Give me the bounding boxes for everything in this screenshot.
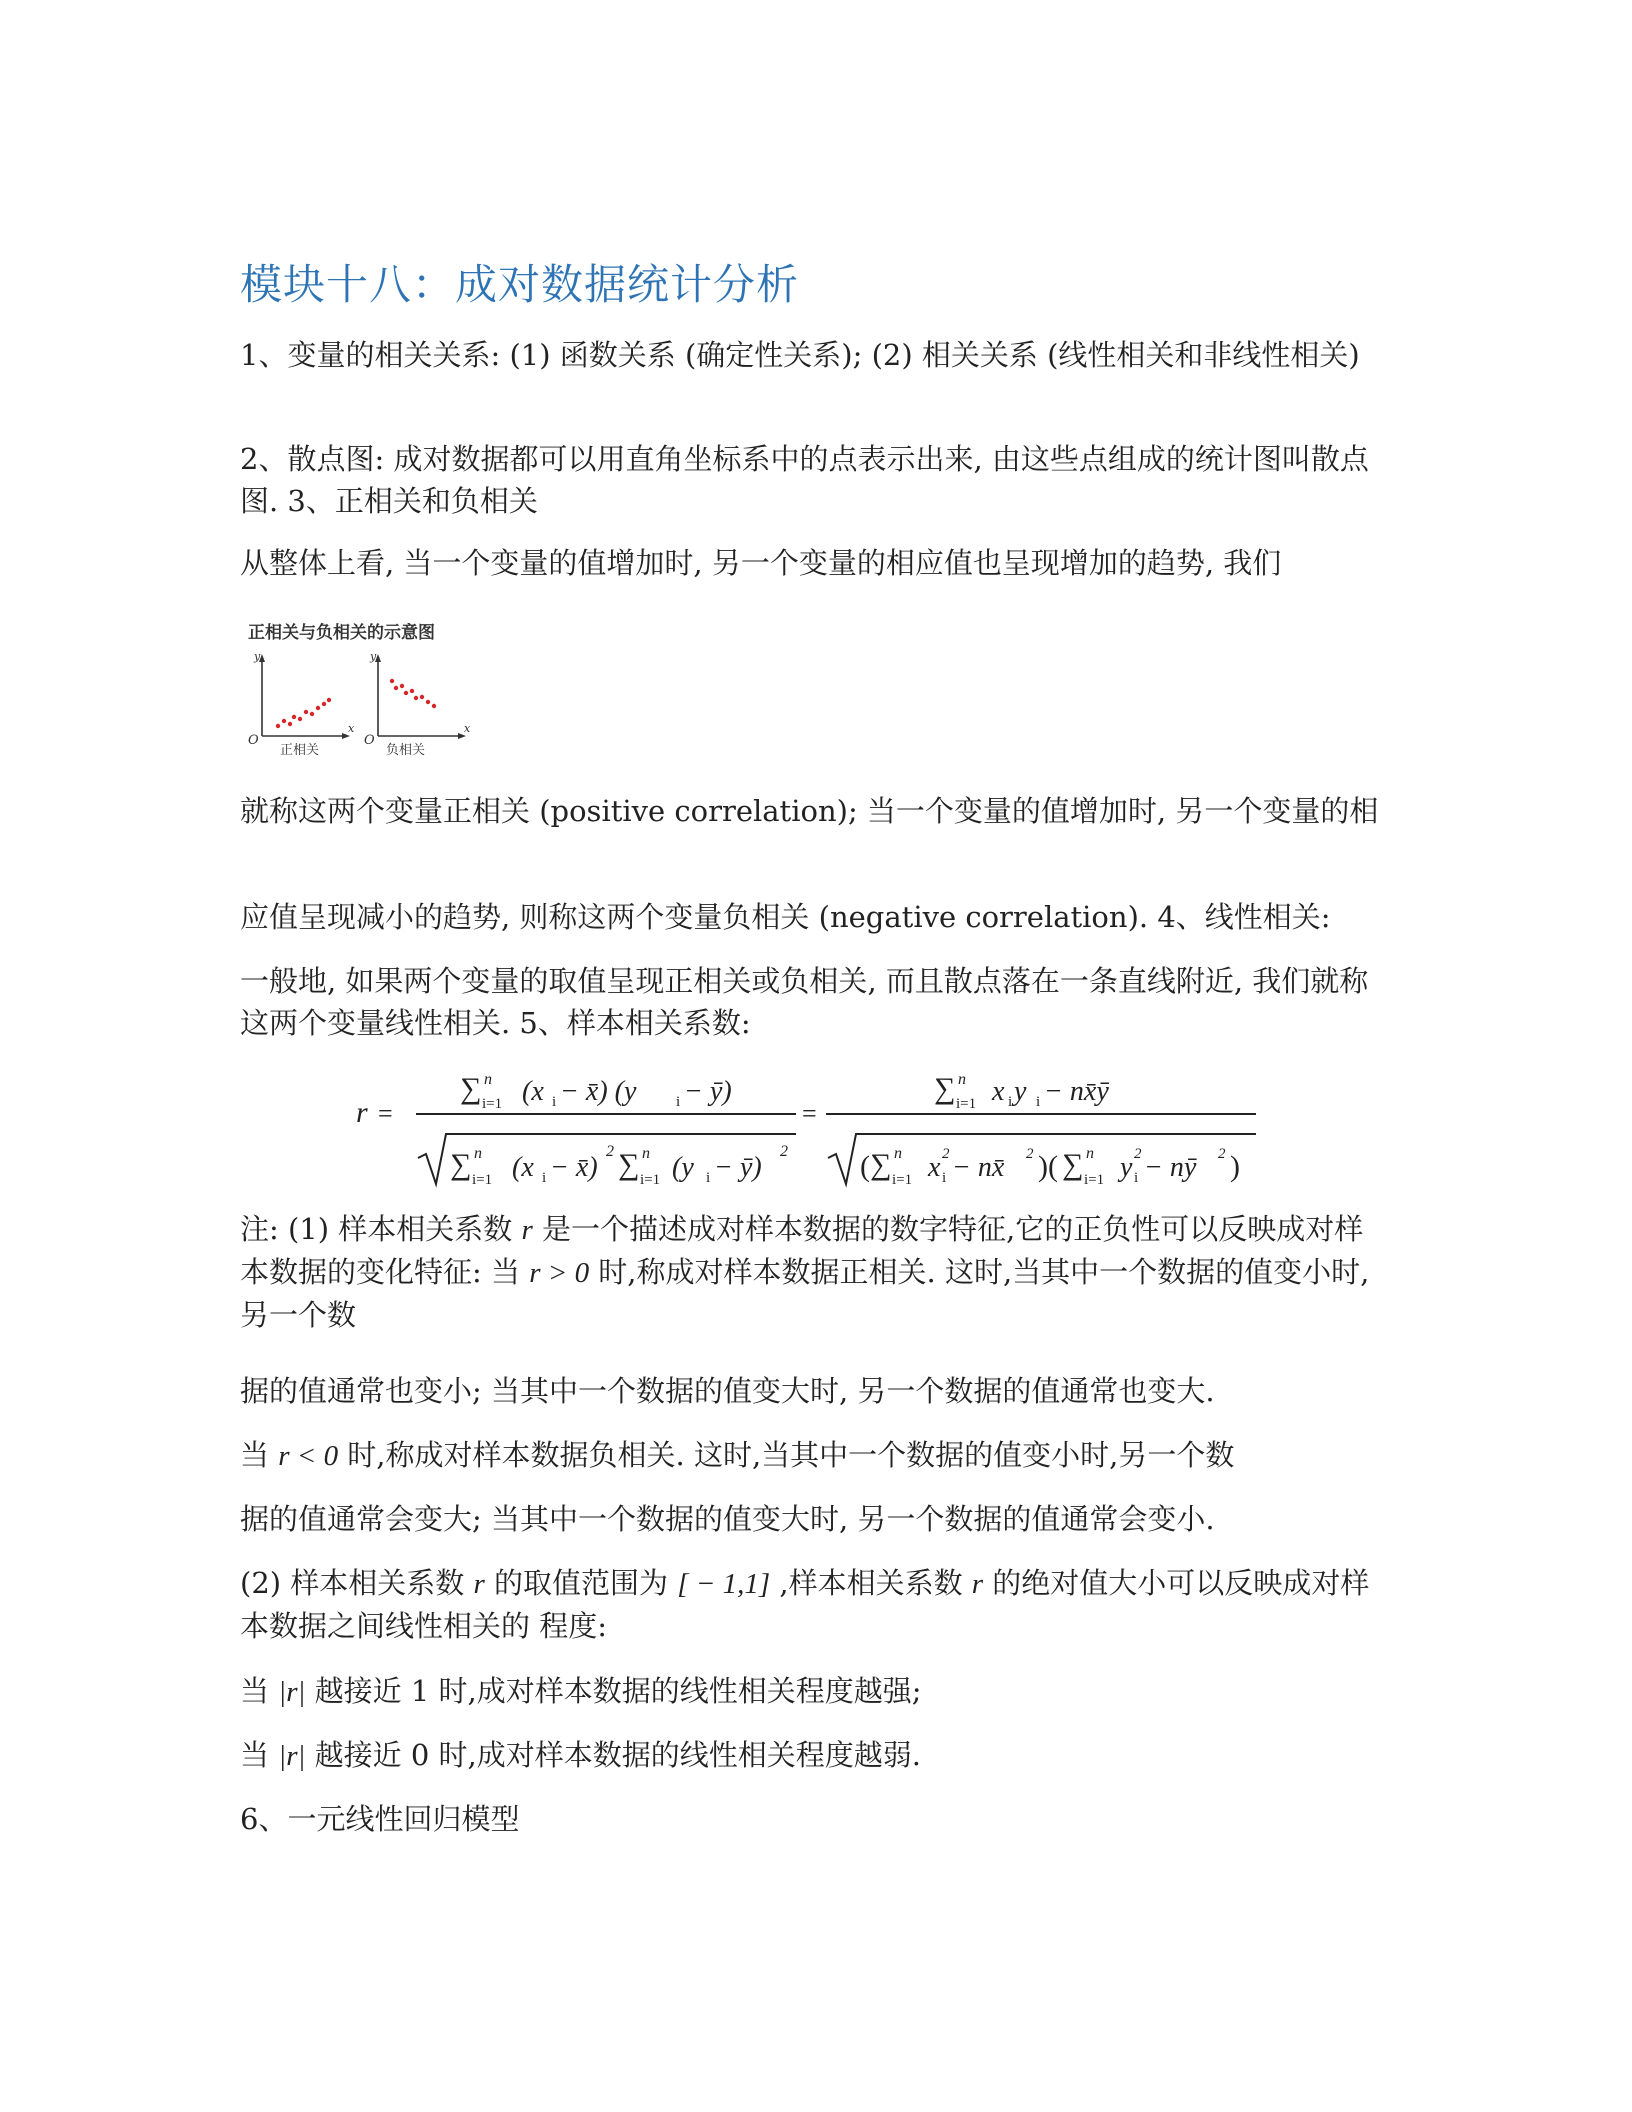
den2-sum-2: ∑	[1062, 1148, 1084, 1181]
note-3-text-b: 时,称成对样本数据负相关. 这时,当其中一个数据的值变小时,另一个数	[338, 1438, 1235, 1472]
neg-dot	[420, 695, 424, 699]
den2-c: y	[1120, 1152, 1133, 1183]
section-6-heading: 6、一元线性回归模型	[240, 1802, 520, 1836]
note-6-text-b: 越接近 1 时,成对样本数据的线性相关程度越强;	[305, 1674, 922, 1708]
pos-dot	[276, 724, 280, 728]
note-7-abs: |r|	[278, 1740, 306, 1772]
neg-dot	[394, 686, 398, 690]
positive-dots	[276, 698, 331, 728]
den2-sub-y: i	[1134, 1170, 1139, 1186]
num2-sub-x: i	[1008, 1094, 1013, 1110]
neg-dot	[404, 691, 408, 695]
den2-sq-y: 2	[1134, 1146, 1142, 1162]
num1-sum: ∑	[460, 1072, 482, 1105]
den1-sq-1: 2	[606, 1143, 614, 1160]
formula-eq-2: =	[802, 1099, 817, 1128]
num2-c: − nx̄ȳ	[1044, 1076, 1109, 1107]
den2-sq-xbar: 2	[1026, 1146, 1034, 1162]
den1-sum-2: ∑	[618, 1148, 640, 1181]
note-5-text-b: 的取值范围为	[484, 1566, 678, 1600]
neg-dot	[426, 700, 430, 704]
den1-a: (x	[512, 1152, 534, 1183]
neg-dot	[410, 689, 414, 693]
right-y-label: y	[370, 650, 377, 663]
note-5-text-c: ,样本相关系数	[770, 1566, 972, 1600]
den2-upper-2: n	[1086, 1145, 1094, 1162]
note-1-text-c: 时,称成对样本数据正相关. 这时,当其中一个数据的值变小时,另一个数	[240, 1255, 1370, 1332]
den1-b: − x̄)	[550, 1152, 598, 1183]
paragraph-4: 就称这两个变量正相关 (positive correlation); 当一个变量的值增加时, 另一个变量的相	[240, 794, 1379, 828]
den2-b: − nx̄	[952, 1152, 1005, 1183]
den2-open: (	[860, 1150, 870, 1183]
formula-svg	[356, 1070, 1276, 1190]
note-7	[240, 1734, 1380, 1777]
den1-sub-y: i	[706, 1170, 711, 1186]
note-3-cond: r < 0	[278, 1440, 339, 1472]
left-caption: 正相关	[280, 743, 320, 758]
note-5-r2: r	[971, 1568, 984, 1600]
note-1-text-b: 是一个描述成对样本数据的数字特征,它的正负性可以反映成对样本数据的变化特征: 当	[240, 1212, 1364, 1289]
den2-lower-2: i=1	[1084, 1172, 1105, 1188]
paragraph-6: 一般地, 如果两个变量的取值呈现正相关或负相关, 而且散点落在一条直线附近, 我们就称这两个变量线性相关. 5、样本相关系数:	[240, 964, 1369, 1040]
den2-close: )(	[1038, 1150, 1058, 1183]
paragraph-3: 从整体上看, 当一个变量的值增加时, 另一个变量的相应值也呈现增加的趋势, 我们	[240, 546, 1282, 580]
neg-dot	[432, 704, 436, 708]
note-5-text-a: (2) 样本相关系数	[240, 1566, 474, 1600]
den1-sub-x: i	[542, 1170, 547, 1186]
note-6	[240, 1670, 1380, 1713]
note-1-text-a: 注: (1) 样本相关系数	[240, 1212, 522, 1246]
note-1-cond: r > 0	[529, 1257, 590, 1289]
pos-dot	[288, 722, 292, 726]
scatter-svg	[244, 618, 474, 768]
left-y-label: y	[254, 650, 261, 663]
right-x-label: x	[464, 722, 471, 735]
den2-d: − nȳ	[1144, 1152, 1197, 1183]
num1-sub-x: i	[552, 1094, 557, 1110]
pos-dot	[282, 719, 286, 723]
note-5	[240, 1562, 1380, 1647]
right-caption: 负相关	[386, 743, 426, 758]
pos-dot	[298, 717, 302, 721]
num2-sub-y: i	[1036, 1094, 1041, 1110]
pos-dot	[292, 715, 296, 719]
den2-a: x	[928, 1152, 941, 1183]
scatter-figure	[244, 618, 474, 768]
paragraph-2: 2、散点图: 成对数据都可以用直角坐标系中的点表示出来, 由这些点组成的统计图叫散点图. 3、正相关和负相关	[240, 442, 1369, 518]
neg-dot	[400, 684, 404, 688]
den2-lower-1: i=1	[892, 1172, 913, 1188]
num1-a: (x	[522, 1076, 544, 1107]
den2-sq-ybar: 2	[1218, 1146, 1226, 1162]
den2-upper-1: n	[894, 1145, 902, 1162]
left-x-label: x	[348, 722, 355, 735]
left-origin: O	[248, 733, 259, 748]
note-1	[240, 1208, 1380, 1336]
num1-upper: n	[484, 1071, 492, 1088]
num1-c: − ȳ)	[684, 1076, 732, 1107]
den1-sq-2: 2	[780, 1143, 788, 1160]
neg-dot	[414, 696, 418, 700]
num2-a: x	[992, 1076, 1005, 1107]
den1-sum-1: ∑	[450, 1148, 472, 1181]
correlation-formula	[356, 1070, 1276, 1190]
den2-sub-x: i	[942, 1170, 947, 1186]
pos-dot	[327, 698, 331, 702]
den2-sq-x: 2	[942, 1146, 950, 1162]
pos-dot	[316, 706, 320, 710]
formula-eq-1: =	[378, 1099, 393, 1128]
num1-b: − x̄) (y	[560, 1076, 637, 1107]
num1-lower: i=1	[482, 1096, 503, 1112]
note-5-r: r	[473, 1568, 485, 1600]
note-5-text-d: 的绝对值大小可以反映成对样本数据之间线性相关的 程度:	[240, 1566, 1370, 1643]
den1-lower-2: i=1	[640, 1172, 661, 1188]
num2-sum: ∑	[934, 1072, 956, 1105]
den1-d: − ȳ)	[714, 1152, 762, 1183]
num2-b: y	[1014, 1076, 1027, 1107]
figure-title: 正相关与负相关的示意图	[248, 623, 435, 643]
den1-upper-1: n	[474, 1145, 482, 1162]
formula-lhs: r	[356, 1096, 368, 1129]
negative-dots	[390, 679, 436, 708]
note-2: 据的值通常也变小; 当其中一个数据的值变大时, 另一个数据的值通常也变大.	[240, 1374, 1215, 1408]
note-3-text-a: 当	[240, 1438, 279, 1472]
num2-lower: i=1	[956, 1096, 977, 1112]
paragraph-5: 应值呈现减小的趋势, 则称这两个变量负相关 (negative correlation). 4、线性相关:	[240, 900, 1331, 934]
note-4: 据的值通常会变大; 当其中一个数据的值变大时, 另一个数据的值通常会变小.	[240, 1502, 1215, 1536]
num1-sub-y: i	[676, 1094, 681, 1110]
pos-dot	[310, 712, 314, 716]
num2-upper: n	[958, 1071, 966, 1088]
pos-dot	[304, 710, 308, 714]
pos-dot	[322, 702, 326, 706]
note-5-range: [ − 1,1]	[677, 1568, 771, 1600]
den2-end: )	[1230, 1150, 1240, 1183]
neg-dot	[390, 679, 394, 683]
page-title: 模块十八：成对数据统计分析	[240, 260, 800, 309]
note-3	[240, 1434, 1380, 1477]
right-origin: O	[364, 733, 375, 748]
den1-c: (y	[672, 1152, 694, 1183]
note-6-text-a: 当	[240, 1674, 279, 1708]
den1-lower-1: i=1	[472, 1172, 493, 1188]
den2-sum-1: ∑	[870, 1148, 892, 1181]
note-1-r: r	[521, 1214, 533, 1246]
den1-upper-2: n	[642, 1145, 650, 1162]
note-7-text-a: 当	[240, 1738, 279, 1772]
note-6-abs: |r|	[278, 1676, 306, 1708]
note-7-text-b: 越接近 0 时,成对样本数据的线性相关程度越弱.	[305, 1738, 921, 1772]
paragraph-1: 1、变量的相关关系: (1) 函数关系 (确定性关系); (2) 相关关系 (线性相关和非线性相关)	[240, 338, 1360, 372]
